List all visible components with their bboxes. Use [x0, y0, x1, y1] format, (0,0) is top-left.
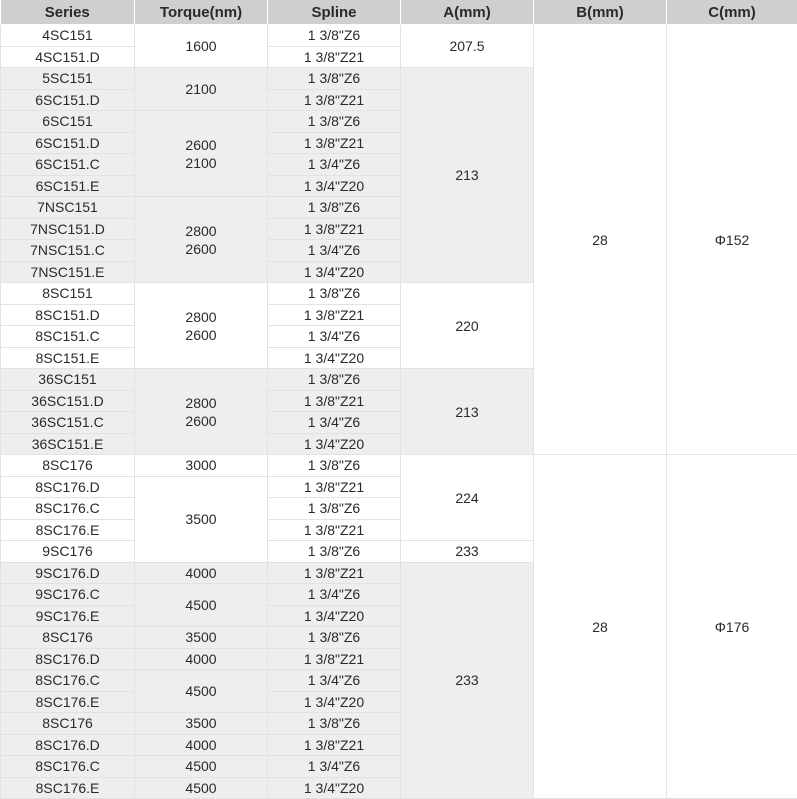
torque-value: 3500: [135, 714, 267, 732]
series-cell: 5SC151: [1, 68, 135, 90]
series-cell: 8SC176.D: [1, 476, 135, 498]
a-mm-cell: 207.5: [401, 25, 534, 68]
header-spline: Spline: [268, 0, 401, 25]
torque-value: 2100: [135, 80, 267, 98]
torque-value: 3500: [135, 628, 267, 646]
torque-cell: [135, 562, 268, 584]
series-cell: 4SC151: [1, 25, 135, 47]
series-cell: 8SC151.C: [1, 326, 135, 348]
torque-value: 2600: [135, 412, 267, 430]
table-row: [1, 25, 797, 47]
a-mm-cell: 213: [401, 68, 534, 283]
torque-cell: [135, 476, 268, 562]
series-cell: 6SC151: [1, 111, 135, 133]
torque-value: 4500: [135, 779, 267, 797]
spline-cell: 1 3/8"Z6: [268, 498, 401, 520]
spline-cell: 1 3/8"Z6: [268, 111, 401, 133]
series-cell: 6SC151.C: [1, 154, 135, 176]
series-cell: 7NSC151: [1, 197, 135, 219]
a-mm-cell: 233: [401, 541, 534, 563]
torque-cell: [135, 713, 268, 735]
torque-cell: [135, 68, 268, 111]
torque-value: 1600: [135, 37, 267, 55]
series-cell: 8SC151.D: [1, 304, 135, 326]
spline-cell: 1 3/4"Z6: [268, 756, 401, 778]
torque-value: 4000: [135, 650, 267, 668]
series-cell: 36SC151.E: [1, 433, 135, 455]
torque-cell: [135, 369, 268, 455]
header-torque: Torque(nm): [135, 0, 268, 25]
torque-value: 4500: [135, 757, 267, 775]
torque-cell: [135, 648, 268, 670]
torque-value: 2800: [135, 222, 267, 240]
series-cell: 7NSC151.C: [1, 240, 135, 262]
torque-cell: [135, 111, 268, 197]
series-cell: 9SC176.C: [1, 584, 135, 606]
series-cell: 36SC151.D: [1, 390, 135, 412]
torque-cell: [135, 777, 268, 799]
torque-value: 4500: [135, 596, 267, 614]
series-cell: 8SC176: [1, 713, 135, 735]
table-body: [1, 25, 797, 799]
series-cell: 4SC151.D: [1, 46, 135, 68]
torque-cell: [135, 455, 268, 477]
series-cell: 36SC151.C: [1, 412, 135, 434]
table-row: [1, 455, 797, 477]
series-cell: 36SC151: [1, 369, 135, 391]
spline-cell: 1 3/8"Z21: [268, 734, 401, 756]
spline-cell: 1 3/4"Z6: [268, 154, 401, 176]
torque-value: 2600: [135, 240, 267, 258]
spline-cell: 1 3/8"Z6: [268, 283, 401, 305]
spline-cell: 1 3/8"Z6: [268, 627, 401, 649]
spline-cell: 1 3/8"Z6: [268, 455, 401, 477]
spline-cell: 1 3/8"Z6: [268, 197, 401, 219]
series-cell: 8SC176.C: [1, 670, 135, 692]
torque-value: 2600: [135, 136, 267, 154]
series-cell: 8SC176.E: [1, 691, 135, 713]
spline-cell: 1 3/8"Z21: [268, 562, 401, 584]
series-cell: 8SC176.E: [1, 777, 135, 799]
spline-cell: 1 3/8"Z21: [268, 648, 401, 670]
header-c: C(mm): [667, 0, 797, 25]
series-cell: 8SC176.E: [1, 519, 135, 541]
torque-cell: [135, 283, 268, 369]
series-cell: 9SC176.E: [1, 605, 135, 627]
header-a: A(mm): [401, 0, 534, 25]
series-cell: 8SC176.D: [1, 734, 135, 756]
a-mm-cell: 213: [401, 369, 534, 455]
spline-cell: 1 3/8"Z21: [268, 304, 401, 326]
series-cell: 7NSC151.E: [1, 261, 135, 283]
series-cell: 8SC151.E: [1, 347, 135, 369]
series-cell: 8SC176: [1, 627, 135, 649]
torque-cell: [135, 734, 268, 756]
torque-value: 2100: [135, 154, 267, 172]
spline-cell: 1 3/8"Z21: [268, 89, 401, 111]
series-cell: 6SC151.E: [1, 175, 135, 197]
torque-value: 2600: [135, 326, 267, 344]
spline-cell: 1 3/4"Z20: [268, 175, 401, 197]
spline-cell: 1 3/8"Z6: [268, 25, 401, 47]
spline-cell: 1 3/8"Z21: [268, 218, 401, 240]
torque-value: 4000: [135, 736, 267, 754]
spline-cell: 1 3/4"Z20: [268, 605, 401, 627]
spline-cell: 1 3/8"Z6: [268, 68, 401, 90]
torque-cell: [135, 670, 268, 713]
spline-cell: 1 3/4"Z6: [268, 326, 401, 348]
header-row: [1, 0, 797, 25]
series-cell: 6SC151.D: [1, 89, 135, 111]
torque-value: 2800: [135, 394, 267, 412]
spline-cell: 1 3/8"Z6: [268, 369, 401, 391]
series-cell: 8SC176.C: [1, 756, 135, 778]
series-cell: 6SC151.D: [1, 132, 135, 154]
torque-value: 3000: [135, 456, 267, 474]
spline-cell: 1 3/4"Z6: [268, 670, 401, 692]
torque-value: 2800: [135, 308, 267, 326]
a-mm-cell: 220: [401, 283, 534, 369]
spline-cell: 1 3/8"Z21: [268, 390, 401, 412]
spline-cell: 1 3/8"Z21: [268, 476, 401, 498]
spline-cell: 1 3/4"Z20: [268, 347, 401, 369]
series-cell: 7NSC151.D: [1, 218, 135, 240]
torque-value: 4000: [135, 564, 267, 582]
spline-cell: 1 3/8"Z21: [268, 132, 401, 154]
series-cell: 8SC176.C: [1, 498, 135, 520]
series-cell: 8SC151: [1, 283, 135, 305]
series-cell: 8SC176: [1, 455, 135, 477]
spline-cell: 1 3/8"Z21: [268, 46, 401, 68]
torque-cell: [135, 584, 268, 627]
torque-value: 4500: [135, 682, 267, 700]
spline-cell: 1 3/4"Z20: [268, 777, 401, 799]
torque-cell: [135, 627, 268, 649]
spline-cell: 1 3/4"Z6: [268, 584, 401, 606]
spline-cell: 1 3/4"Z20: [268, 433, 401, 455]
torque-cell: [135, 756, 268, 778]
series-cell: 9SC176: [1, 541, 135, 563]
torque-value: 3500: [135, 510, 267, 528]
spline-cell: 1 3/8"Z21: [268, 519, 401, 541]
c-mm-cell: Φ176: [667, 455, 797, 799]
c-mm-cell: Φ152: [667, 25, 797, 455]
b-mm-cell: 28: [534, 455, 667, 799]
a-mm-cell: 224: [401, 455, 534, 541]
b-mm-cell: 28: [534, 25, 667, 455]
spline-cell: 1 3/4"Z20: [268, 261, 401, 283]
a-mm-cell: 233: [401, 562, 534, 799]
spline-cell: 1 3/8"Z6: [268, 713, 401, 735]
series-cell: 8SC176.D: [1, 648, 135, 670]
spline-cell: 1 3/4"Z6: [268, 412, 401, 434]
spline-cell: 1 3/8"Z6: [268, 541, 401, 563]
spline-cell: 1 3/4"Z20: [268, 691, 401, 713]
torque-cell: [135, 197, 268, 283]
header-series: Series: [1, 0, 135, 25]
spline-cell: 1 3/4"Z6: [268, 240, 401, 262]
torque-cell: [135, 25, 268, 68]
header-b: B(mm): [534, 0, 667, 25]
series-cell: 9SC176.D: [1, 562, 135, 584]
